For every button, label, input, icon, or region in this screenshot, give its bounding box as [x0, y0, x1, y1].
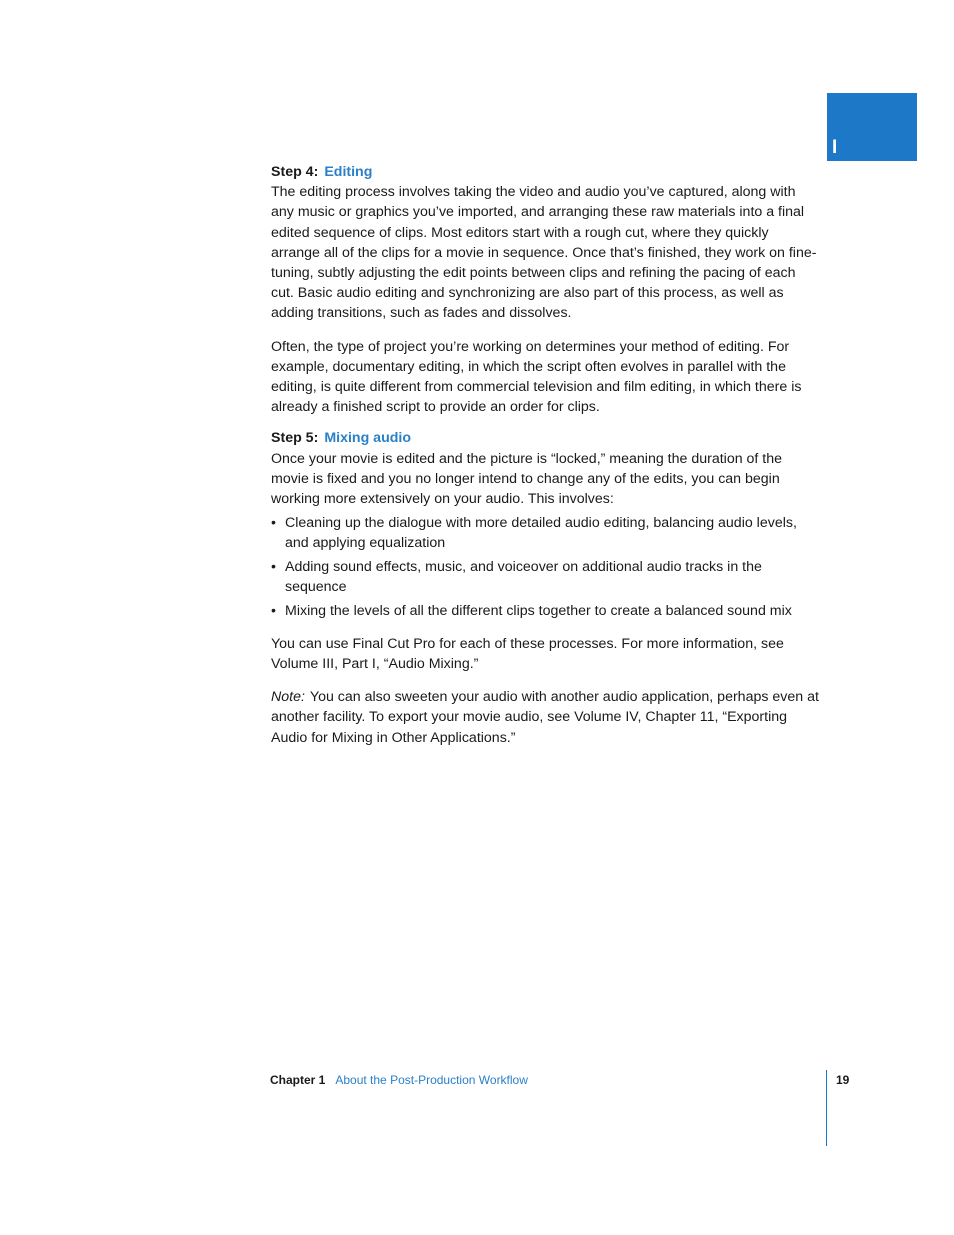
note-paragraph [271, 687, 821, 748]
list-item [271, 513, 821, 553]
part-tab-marker [827, 93, 917, 161]
step-4-label: Step 4: [271, 164, 319, 180]
list-item-text: Adding sound effects, music, and voiceover on additional audio tracks in the sequence [285, 558, 762, 595]
part-tab-label: I [832, 137, 838, 158]
note-text: You can also sweeten your audio with another audio application, perhaps even at another facility. To export your movie audio, see Volume IV, Chapter 11, “Exporting Audio for Mixing in Other Applications.” [271, 689, 819, 746]
page-body [271, 162, 821, 761]
footer-divider [826, 1070, 827, 1146]
page-footer [270, 1072, 528, 1088]
step-4-paragraph-2: Often, the type of project you’re working on determines your method of editing. For example, documentary editing, in which the script often evolves in parallel with the editing, is quite different from commercial television and film editing, in which there is already a finished script to provide an order for clips. [271, 338, 802, 416]
note-label: Note: [271, 689, 305, 706]
step-5-heading [271, 428, 821, 448]
bullet-icon: • [271, 514, 276, 531]
step-5-title-link[interactable]: Mixing audio [324, 430, 412, 447]
step-4-title-link[interactable]: Editing [324, 164, 373, 180]
list-item [271, 601, 821, 621]
step-4-paragraph-1: The editing process involves taking the video and audio you’ve captured, along with any music or graphics you’ve imported, and arranging these raw materials into a final edited sequence of clips. Most editors start with a rough cut, where they quickly arrange all of the clips for a movie in sequence. Once that’s finished, they work on fine-tuning, subtly adjusting the edit points between clips and refining the pacing of each cut. Basic audio editing and synchronizing are also part of this process, as well as adding transitions, such as fades and dissolves. [271, 184, 817, 322]
list-item-text: Cleaning up the dialogue with more detailed audio editing, balancing audio levels, and applying equalization [285, 514, 797, 551]
footer-chapter-title-link[interactable]: About the Post-Production Workflow [335, 1073, 528, 1087]
step-5-bullet-list [271, 513, 821, 621]
list-item [271, 557, 821, 597]
bullet-icon: • [271, 602, 276, 619]
list-item-text: Mixing the levels of all the different clips together to create a balanced sound mix [285, 602, 792, 619]
step-5-intro: Once your movie is edited and the picture is “locked,” meaning the duration of the movie is fixed and you no longer intend to change any of the edits, you can begin working more extensively on your audio. This involves: [271, 450, 783, 508]
bullet-icon: • [271, 558, 276, 575]
step-5-label: Step 5: [271, 430, 319, 447]
page-number: 19 [836, 1073, 850, 1087]
step-5-after-paragraph: You can use Final Cut Pro for each of these processes. For more information, see Volume III, Part I, “Audio Mixing.” [271, 635, 784, 672]
footer-chapter-label: Chapter 1 [270, 1073, 326, 1087]
step-4-heading [271, 162, 821, 182]
